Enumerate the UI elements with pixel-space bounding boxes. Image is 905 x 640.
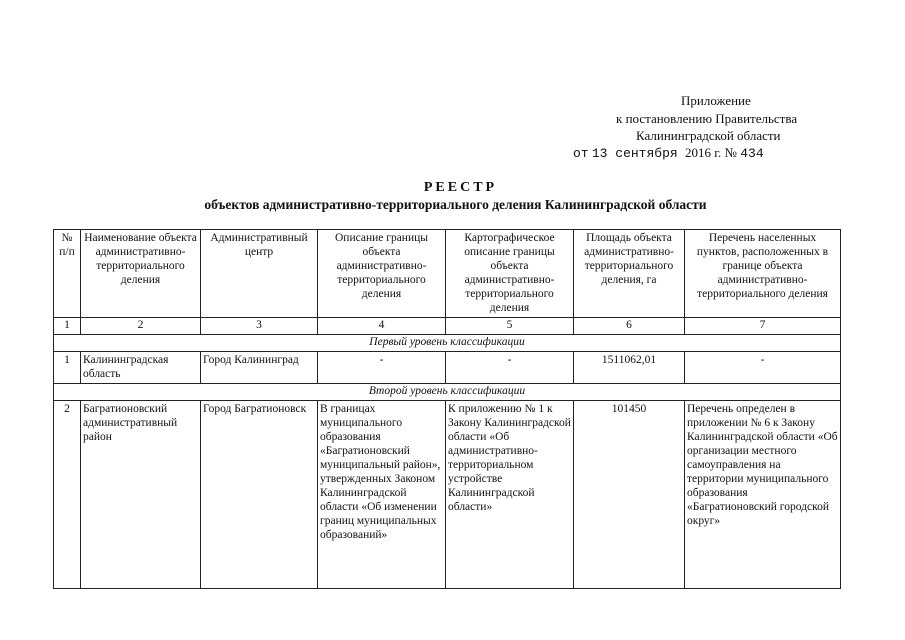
boundary-description-cell: В границах муниципального образования «Багратионовский муниципальный район», утвержденных Законом Калининградской области «Об изменении границ муниципальных образований» [318, 401, 446, 589]
level-1-header-row [54, 335, 841, 352]
header-cell: № п/п [54, 230, 81, 318]
decree-number: 434 [740, 146, 764, 161]
column-number: 7 [685, 318, 841, 335]
header-cell: Административный центр [201, 230, 318, 318]
level-2-label: Второй уровень классификации [54, 384, 841, 401]
header-cell: Наименование объекта административно-территориального деления [81, 230, 201, 318]
column-number: 4 [318, 318, 446, 335]
column-number: 3 [201, 318, 318, 335]
appendix-line-1: Приложение [681, 93, 751, 108]
header-cell: Описание границы объекта административно-территориального деления [318, 230, 446, 318]
settlements-list-cell: Перечень определен в приложении № 6 к Закону Калининградской области «Об организации местного самоуправления на территории муниципального образования «Багратионовский городской округ» [685, 401, 841, 589]
admin-center-cell: Город Калининград [201, 352, 318, 384]
boundary-description-cell: - [318, 352, 446, 384]
area-cell: 101450 [574, 401, 685, 589]
admin-center-cell: Город Багратионовск [201, 401, 318, 589]
table-row [54, 352, 841, 384]
cartographic-description-cell: К приложению № 1 к Закону Калининградской области «Об административно-территориальном устройстве Калининградской области» [446, 401, 574, 589]
cartographic-description-cell: - [446, 352, 574, 384]
row-number-cell: 2 [54, 401, 81, 589]
document-heading: РЕЕСТР [423, 180, 498, 195]
object-name-cell: Калининградская область [81, 352, 201, 384]
header-row [54, 230, 841, 318]
date-text: 13 сентября [591, 146, 678, 161]
row-number-cell: 1 [54, 352, 81, 384]
area-cell: 1511062,01 [574, 352, 685, 384]
column-number: 6 [574, 318, 685, 335]
header-cell: Перечень населенных пунктов, расположенных в границе объекта административно-территориального деления [685, 230, 841, 318]
level-2-header-row [54, 384, 841, 401]
level-1-label: Первый уровень классификации [54, 335, 841, 352]
appendix-line-3: Калининградской области [636, 128, 781, 143]
date-prefix: от [573, 146, 589, 161]
year-text: 2016 г. № [684, 145, 737, 160]
header-cell: Картографическое описание границы объекта административно-территориального деления [446, 230, 574, 318]
header-cell: Площадь объекта административно-территориального деления, га [574, 230, 685, 318]
document-subheading: объектов административно-территориального деления Калининградской области [204, 197, 707, 212]
object-name-cell: Багратионовский административный район [81, 401, 201, 589]
column-number: 5 [446, 318, 574, 335]
appendix-date-line [573, 145, 764, 162]
settlements-list-cell: - [685, 352, 841, 384]
column-number: 1 [54, 318, 81, 335]
registry-table [53, 229, 841, 589]
appendix-line-2: к постановлению Правительства [616, 111, 798, 126]
table-row [54, 401, 841, 589]
column-number-row [54, 318, 841, 335]
column-number: 2 [81, 318, 201, 335]
